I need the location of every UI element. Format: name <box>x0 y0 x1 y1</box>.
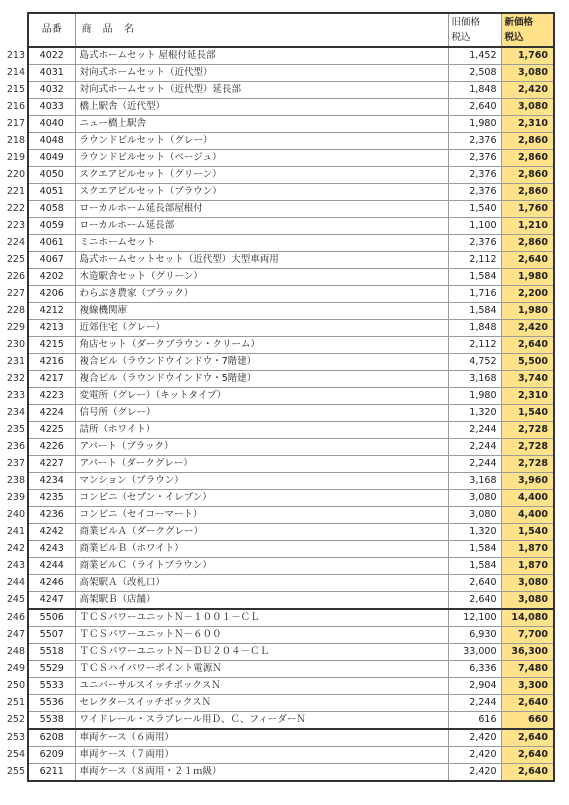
new-price-cell: 1,760 <box>501 47 554 65</box>
table-row <box>0 764 554 782</box>
old-price-tax-label: 税込 <box>451 32 471 43</box>
new-price-cell: 2,640 <box>501 747 554 764</box>
old-price-cell: 2,244 <box>448 439 501 456</box>
product-code-cell: 4247 <box>28 592 75 610</box>
product-name-cell: 対向式ホームセット（近代型） <box>75 65 448 82</box>
product-code-cell: 4226 <box>28 439 75 456</box>
new-price-cell: 2,860 <box>501 184 554 201</box>
table-row <box>0 627 554 644</box>
product-name-cell: ＴＣＳハイパワーポイント電源Ｎ <box>75 661 448 678</box>
table-row <box>0 558 554 575</box>
new-price-cell: 2,728 <box>501 439 554 456</box>
product-code-cell: 4049 <box>28 150 75 167</box>
product-code-cell: 5506 <box>28 609 75 627</box>
old-price-cell: 2,112 <box>448 252 501 269</box>
row-number: 217 <box>6 118 25 129</box>
row-number: 218 <box>6 135 25 146</box>
column-header-name: 商 品 名 <box>75 13 448 47</box>
old-price-cell: 6,336 <box>448 661 501 678</box>
table-row <box>0 184 554 201</box>
old-price-cell: 2,244 <box>448 456 501 473</box>
row-number: 216 <box>6 101 25 112</box>
old-price-cell: 3,168 <box>448 371 501 388</box>
price-table <box>0 12 555 782</box>
old-price-label: 旧価格 <box>451 17 481 28</box>
product-name-cell: 島式ホームセット 屋根付延長部 <box>75 47 448 65</box>
row-number: 227 <box>6 288 25 299</box>
product-name-cell: 詰所（ホワイト） <box>75 422 448 439</box>
table-row <box>0 82 554 99</box>
old-price-cell: 2,376 <box>448 167 501 184</box>
product-name-cell: ＴＣＳパワーユニットＮ－ＤＵ２０４－ＣＬ <box>75 644 448 661</box>
product-name-cell: ラウンドビルセット（ベージュ） <box>75 150 448 167</box>
row-number: 246 <box>6 611 25 623</box>
row-number: 231 <box>6 356 25 367</box>
product-code-cell: 4236 <box>28 507 75 524</box>
product-name-cell: ローカルホーム延長部 <box>75 218 448 235</box>
product-name-cell: 変電所（グレー）（キットタイプ） <box>75 388 448 405</box>
column-header-old-price <box>448 13 501 47</box>
new-price-cell: 3,960 <box>501 473 554 490</box>
product-name-cell: ＴＣＳパワーユニットＮ－６００ <box>75 627 448 644</box>
row-number: 229 <box>6 322 25 333</box>
product-code-cell: 6209 <box>28 747 75 764</box>
table-row <box>0 541 554 558</box>
row-number: 243 <box>6 560 25 571</box>
product-code-cell: 4067 <box>28 252 75 269</box>
table-row <box>0 661 554 678</box>
row-number: 236 <box>6 441 25 452</box>
row-number: 214 <box>6 67 25 78</box>
new-price-cell: 1,870 <box>501 558 554 575</box>
new-price-cell: 660 <box>501 712 554 730</box>
row-number: 230 <box>6 339 25 350</box>
new-price-cell: 2,860 <box>501 150 554 167</box>
column-header-new-price <box>501 13 554 47</box>
old-price-cell: 1,452 <box>448 47 501 65</box>
product-code-cell: 5533 <box>28 678 75 695</box>
table-row <box>0 354 554 371</box>
row-number: 251 <box>6 697 25 708</box>
table-row <box>0 644 554 661</box>
new-price-cell: 1,540 <box>501 405 554 422</box>
product-name-cell: ニュー橋上駅舎 <box>75 116 448 133</box>
product-name-cell: マンション（ブラウン） <box>75 473 448 490</box>
product-name-cell: 車両ケース（６両用） <box>75 729 448 747</box>
row-number: 245 <box>6 594 25 606</box>
new-price-cell: 2,860 <box>501 133 554 150</box>
table-row <box>0 575 554 592</box>
table-row <box>0 303 554 320</box>
row-number: 235 <box>6 424 25 435</box>
row-number: 228 <box>6 305 25 316</box>
row-number: 255 <box>6 766 25 778</box>
new-price-cell: 2,728 <box>501 422 554 439</box>
new-price-cell: 2,310 <box>501 388 554 405</box>
old-price-cell: 12,100 <box>448 609 501 627</box>
product-code-cell: 4244 <box>28 558 75 575</box>
product-name-cell: 橋上駅舎（近代型） <box>75 99 448 116</box>
product-code-cell: 4234 <box>28 473 75 490</box>
product-name-cell: 対向式ホームセット（近代型）延長部 <box>75 82 448 99</box>
table-row <box>0 65 554 82</box>
row-number: 250 <box>6 680 25 691</box>
product-code-cell: 4215 <box>28 337 75 354</box>
table-row <box>0 405 554 422</box>
price-table-sheet <box>0 12 555 782</box>
old-price-cell: 2,640 <box>448 99 501 116</box>
table-row <box>0 252 554 269</box>
product-name-cell: コンビニ（セイコーマート） <box>75 507 448 524</box>
table-row <box>0 269 554 286</box>
row-number: 222 <box>6 203 25 214</box>
old-price-cell: 1,100 <box>448 218 501 235</box>
old-price-cell: 2,376 <box>448 184 501 201</box>
table-row <box>0 456 554 473</box>
row-number: 241 <box>6 526 25 537</box>
column-header-code: 品番 <box>28 13 75 47</box>
product-name-cell: 車両ケース（８両用・２１ｍ級） <box>75 764 448 782</box>
old-price-cell: 3,080 <box>448 490 501 507</box>
product-name-cell: ＴＣＳパワーユニットＮ－１００１－ＣＬ <box>75 609 448 627</box>
row-number: 237 <box>6 458 25 469</box>
product-name-cell: アパート（ブラック） <box>75 439 448 456</box>
table-row <box>0 524 554 541</box>
new-price-cell: 2,420 <box>501 82 554 99</box>
product-name-cell: 複線機関庫 <box>75 303 448 320</box>
product-name-cell: アパート（ダークグレー） <box>75 456 448 473</box>
product-code-cell: 5536 <box>28 695 75 712</box>
row-number: 221 <box>6 186 25 197</box>
table-row <box>0 729 554 747</box>
old-price-cell: 1,584 <box>448 269 501 286</box>
table-row <box>0 201 554 218</box>
row-number: 213 <box>6 49 25 61</box>
new-price-cell: 2,200 <box>501 286 554 303</box>
new-price-cell: 2,420 <box>501 320 554 337</box>
table-header-row <box>0 13 554 47</box>
row-number: 242 <box>6 543 25 554</box>
product-name-cell: ラウンドビルセット（グレー） <box>75 133 448 150</box>
new-price-cell: 2,640 <box>501 729 554 747</box>
table-row <box>0 695 554 712</box>
product-name-cell: セレクタースイッチボックスＮ <box>75 695 448 712</box>
new-price-cell: 2,640 <box>501 764 554 782</box>
table-row <box>0 422 554 439</box>
new-price-cell: 3,740 <box>501 371 554 388</box>
old-price-cell: 2,420 <box>448 747 501 764</box>
table-row <box>0 320 554 337</box>
new-price-cell: 1,870 <box>501 541 554 558</box>
new-price-cell: 2,310 <box>501 116 554 133</box>
old-price-cell: 1,848 <box>448 82 501 99</box>
old-price-cell: 2,244 <box>448 695 501 712</box>
new-price-cell: 14,080 <box>501 609 554 627</box>
product-code-cell: 4243 <box>28 541 75 558</box>
product-code-cell: 5518 <box>28 644 75 661</box>
product-name-cell: 角店セット（ダークブラウン・クリーム） <box>75 337 448 354</box>
product-code-cell: 4022 <box>28 47 75 65</box>
product-name-cell: ワイドレール・スラブレール用Ｄ、Ｃ、フィーダーＮ <box>75 712 448 730</box>
row-number: 252 <box>6 714 25 726</box>
row-number: 244 <box>6 577 25 588</box>
new-price-cell: 1,980 <box>501 303 554 320</box>
product-name-cell: 木造駅舎セット（グリーン） <box>75 269 448 286</box>
table-row <box>0 507 554 524</box>
row-number: 223 <box>6 220 25 231</box>
product-name-cell: 複合ビル（ラウンドウインドウ・7階建） <box>75 354 448 371</box>
old-price-cell: 616 <box>448 712 501 730</box>
product-code-cell: 5538 <box>28 712 75 730</box>
product-name-cell: ミニホームセット <box>75 235 448 252</box>
old-price-cell: 1,848 <box>448 320 501 337</box>
table-row <box>0 133 554 150</box>
old-price-cell: 2,904 <box>448 678 501 695</box>
product-code-cell: 4032 <box>28 82 75 99</box>
product-name-cell: ユニバーサルスイッチボックスＮ <box>75 678 448 695</box>
product-code-cell: 4058 <box>28 201 75 218</box>
product-name-cell: 信号所（グレー） <box>75 405 448 422</box>
row-number: 254 <box>6 749 25 760</box>
old-price-cell: 1,584 <box>448 541 501 558</box>
product-code-cell: 4048 <box>28 133 75 150</box>
product-code-cell: 4061 <box>28 235 75 252</box>
old-price-cell: 4,752 <box>448 354 501 371</box>
old-price-cell: 2,376 <box>448 133 501 150</box>
row-number: 233 <box>6 390 25 401</box>
table-row <box>0 439 554 456</box>
new-price-cell: 2,640 <box>501 337 554 354</box>
product-code-cell: 4213 <box>28 320 75 337</box>
product-name-cell: 商業ビルＢ（ホワイト） <box>75 541 448 558</box>
product-name-cell: 複合ビル（ラウンドウインドウ・5階建） <box>75 371 448 388</box>
new-price-cell: 3,080 <box>501 99 554 116</box>
row-number: 220 <box>6 169 25 180</box>
new-price-cell: 3,080 <box>501 592 554 610</box>
new-price-cell: 1,210 <box>501 218 554 235</box>
product-code-cell: 6211 <box>28 764 75 782</box>
new-price-cell: 5,500 <box>501 354 554 371</box>
product-code-cell: 5507 <box>28 627 75 644</box>
product-name-cell: コンビニ（セブン・イレブン） <box>75 490 448 507</box>
table-row <box>0 150 554 167</box>
product-code-cell: 4223 <box>28 388 75 405</box>
product-code-cell: 4051 <box>28 184 75 201</box>
table-row <box>0 678 554 695</box>
price-table-body <box>0 13 554 781</box>
table-row <box>0 286 554 303</box>
row-number: 226 <box>6 271 25 282</box>
product-name-cell: 近郊住宅（グレー） <box>75 320 448 337</box>
product-name-cell: 高架駅Ａ（改札口） <box>75 575 448 592</box>
new-price-cell: 2,640 <box>501 252 554 269</box>
product-code-cell: 4050 <box>28 167 75 184</box>
table-row <box>0 747 554 764</box>
table-row <box>0 167 554 184</box>
table-row <box>0 473 554 490</box>
old-price-cell: 6,930 <box>448 627 501 644</box>
old-price-cell: 1,980 <box>448 116 501 133</box>
table-row <box>0 116 554 133</box>
old-price-cell: 1,320 <box>448 524 501 541</box>
new-price-cell: 3,300 <box>501 678 554 695</box>
new-price-cell: 2,860 <box>501 235 554 252</box>
new-price-cell: 1,540 <box>501 524 554 541</box>
old-price-cell: 33,000 <box>448 644 501 661</box>
product-name-cell: 商業ビルＣ（ライトブラウン） <box>75 558 448 575</box>
old-price-cell: 1,716 <box>448 286 501 303</box>
new-price-cell: 7,480 <box>501 661 554 678</box>
new-price-cell: 3,080 <box>501 65 554 82</box>
table-row <box>0 235 554 252</box>
old-price-cell: 1,320 <box>448 405 501 422</box>
new-price-cell: 7,700 <box>501 627 554 644</box>
product-code-cell: 4216 <box>28 354 75 371</box>
old-price-cell: 1,584 <box>448 558 501 575</box>
product-code-cell: 4217 <box>28 371 75 388</box>
table-row <box>0 218 554 235</box>
product-code-cell: 4202 <box>28 269 75 286</box>
product-name-cell: 車両ケース（７両用） <box>75 747 448 764</box>
old-price-cell: 1,584 <box>448 303 501 320</box>
old-price-cell: 1,540 <box>448 201 501 218</box>
product-code-cell: 4040 <box>28 116 75 133</box>
table-row <box>0 712 554 730</box>
new-price-label: 新価格 <box>504 17 534 28</box>
row-number: 247 <box>6 629 25 640</box>
product-code-cell: 4031 <box>28 65 75 82</box>
table-row <box>0 592 554 610</box>
new-price-cell: 1,760 <box>501 201 554 218</box>
row-number: 234 <box>6 407 25 418</box>
old-price-cell: 1,980 <box>448 388 501 405</box>
product-name-cell: 島式ホームセットセット（近代型）大型車両用 <box>75 252 448 269</box>
table-row <box>0 490 554 507</box>
product-code-cell: 4227 <box>28 456 75 473</box>
new-price-cell: 36,300 <box>501 644 554 661</box>
old-price-cell: 2,640 <box>448 592 501 610</box>
table-row <box>0 99 554 116</box>
product-name-cell: 高架駅Ｂ（店舗） <box>75 592 448 610</box>
old-price-cell: 2,508 <box>448 65 501 82</box>
new-price-cell: 2,860 <box>501 167 554 184</box>
new-price-cell: 2,728 <box>501 456 554 473</box>
product-code-cell: 4212 <box>28 303 75 320</box>
row-number: 239 <box>6 492 25 503</box>
product-name-cell: ローカルホーム延長部屋根付 <box>75 201 448 218</box>
row-number: 232 <box>6 373 25 384</box>
new-price-cell: 2,640 <box>501 695 554 712</box>
product-code-cell: 4242 <box>28 524 75 541</box>
product-code-cell: 4225 <box>28 422 75 439</box>
row-number: 248 <box>6 646 25 657</box>
table-row <box>0 388 554 405</box>
new-price-cell: 4,400 <box>501 490 554 507</box>
row-number: 215 <box>6 84 25 95</box>
product-name-cell: わらぶき農家（ブラック） <box>75 286 448 303</box>
product-code-cell: 4059 <box>28 218 75 235</box>
row-number: 225 <box>6 254 25 265</box>
product-code-cell: 5529 <box>28 661 75 678</box>
product-name-cell: スクエアビルセット（ブラウン） <box>75 184 448 201</box>
new-price-tax-label: 税込 <box>504 32 524 43</box>
old-price-cell: 2,420 <box>448 729 501 747</box>
row-number: 253 <box>6 731 25 743</box>
row-number-header <box>0 13 28 47</box>
old-price-cell: 2,376 <box>448 150 501 167</box>
product-code-cell: 4206 <box>28 286 75 303</box>
old-price-cell: 2,640 <box>448 575 501 592</box>
old-price-cell: 2,112 <box>448 337 501 354</box>
product-code-cell: 4224 <box>28 405 75 422</box>
old-price-cell: 3,080 <box>448 507 501 524</box>
row-number: 219 <box>6 152 25 163</box>
old-price-cell: 3,168 <box>448 473 501 490</box>
table-row <box>0 337 554 354</box>
row-number: 240 <box>6 509 25 520</box>
new-price-cell: 3,080 <box>501 575 554 592</box>
table-row <box>0 371 554 388</box>
product-code-cell: 4246 <box>28 575 75 592</box>
product-name-cell: スクエアビルセット（グリーン） <box>75 167 448 184</box>
old-price-cell: 2,376 <box>448 235 501 252</box>
table-row <box>0 47 554 65</box>
row-number: 238 <box>6 475 25 486</box>
row-number: 249 <box>6 663 25 674</box>
old-price-cell: 2,244 <box>448 422 501 439</box>
product-code-cell: 6208 <box>28 729 75 747</box>
product-code-cell: 4033 <box>28 99 75 116</box>
new-price-cell: 4,400 <box>501 507 554 524</box>
new-price-cell: 1,980 <box>501 269 554 286</box>
product-name-cell: 商業ビルＡ（ダークグレー） <box>75 524 448 541</box>
product-code-cell: 4235 <box>28 490 75 507</box>
old-price-cell: 2,420 <box>448 764 501 782</box>
row-number: 224 <box>6 237 25 248</box>
table-row <box>0 609 554 627</box>
